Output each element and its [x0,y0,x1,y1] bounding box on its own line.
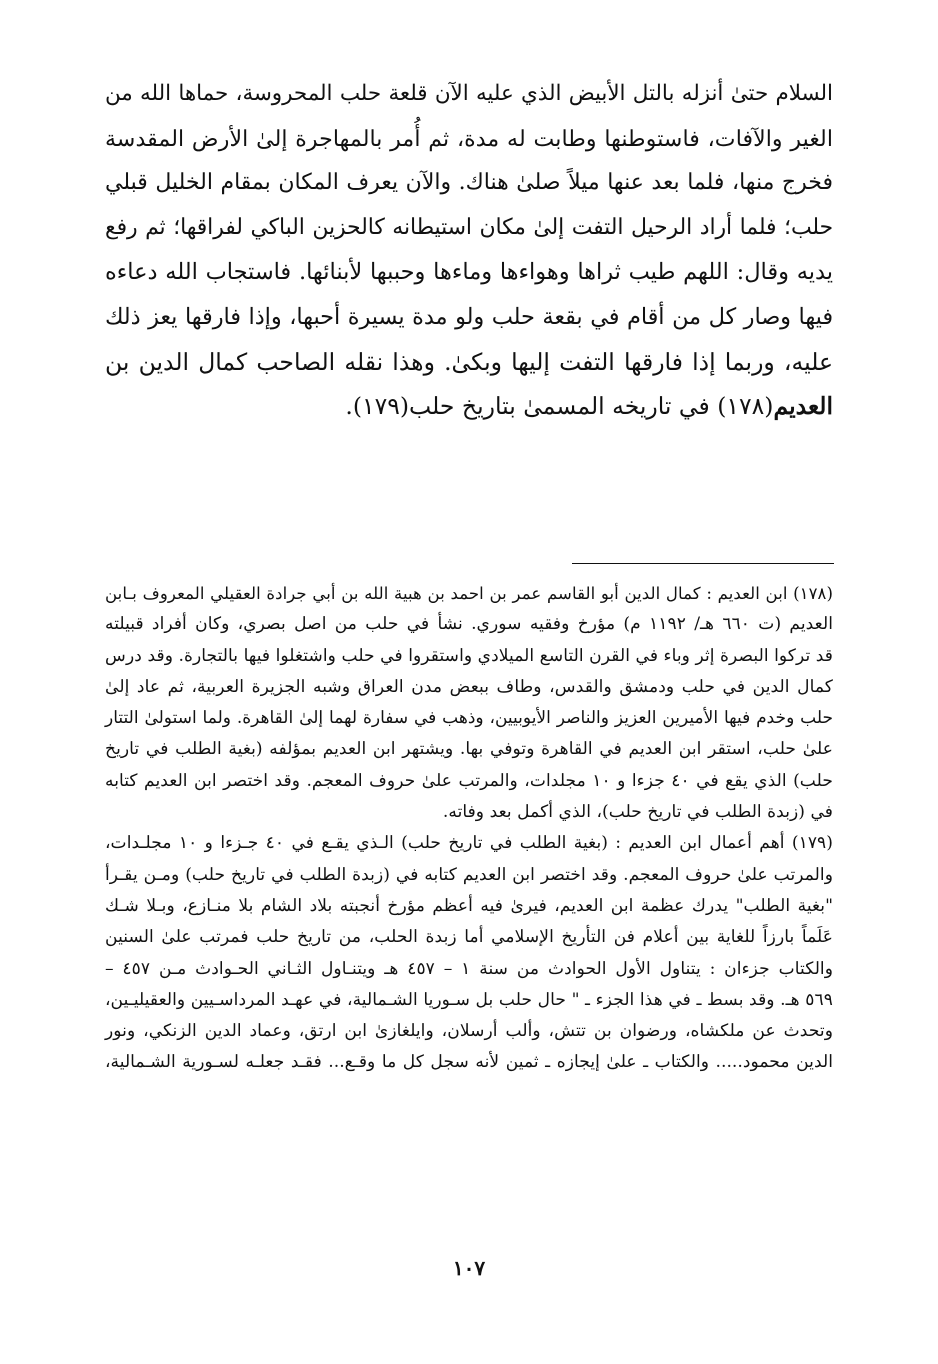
footnote-ref-179: (١٧٩) [352,392,410,421]
body-line-middle: في تاريخه المسمىٰ بتاريخ حلب [409,392,718,421]
footnote-line: حلب وخدم فيها الأميرين العزيز والناصر الأيوبيين، وذهب في سفارة لهما إلىٰ القاهرة. ولما استولىٰ التتار [105,708,833,729]
footnote-line: وتحدث عن ملكشاه، ورضوان بن تتش، وألب أرسلان، وايلغازىٰ ابن ارتق، وعماد الدين الزنكي، ونور [105,1021,833,1042]
footnotes-section [105,578,833,1079]
footnote-line: ٥٦٩ هـ. وقد بسط ـ في هذا الجزء ـ " حال حلب بل سـوريا الشـمالية، في عهـد المرداسـيين والعقيليـين، [105,989,833,1010]
body-line: يديه وقال: اللهم طيب ثراها وهواءها وماءها وحببها لأبنائها. فاستجاب الله دعاءه [105,259,833,286]
body-last-line [105,384,833,429]
author-name: العديم [773,392,833,421]
main-body-text [105,72,833,429]
footnote-line: عَلَماً بارزاً للغاية بين أعلام فن التأريخ الإسلامي أما زبدة الحلب، من تاريخ حلب فمرتب علىٰ السنين [105,927,833,948]
page-number: ١٠٧ [452,1256,486,1280]
footnote-line: علىٰ حلب، استقر ابن العديم في القاهرة وتوفي بها. ويشتهر ابن العديم بمؤلفه (بغية الطلب في تاريخ [105,739,833,760]
footnote-line: حلب) الذي يقع في ٤٠ جزءا و ١٠ مجلدات، والمرتب علىٰ حروف المعجم. وقد اختصر ابن العديم كتابه [105,770,833,791]
footnote-line: والمرتب علىٰ حروف المعجم. وقد اختصر ابن العديم كتابه في (زبدة الطلب في تاريخ حلب) ومـن يقـرأ [105,864,833,885]
footnote-ref-178: (١٧٨) [717,392,774,421]
footnote-line: (١٧٨) ابن العديم : كمال الدين أبو القاسم عمر بن احمد بن هبية الله بن أبي جرادة العقيلي المعروف بـابن [105,584,833,603]
body-line-end: . [345,392,353,421]
body-line: فخرج منها، فلما بعد عنها ميلاً صلىٰ هناك. والآن يعرف المكان بمقام الخليل قبلي [105,170,833,196]
footnote-line: "بغية الطلب" يدرك عظمة ابن العديم، فيرىٰ فيه أعظم مؤرخ أنجبته بلاد الشام بلا منـازع، وبـلا شـك [105,895,833,916]
footnote-line: في (زبدة الطلب في تاريخ حلب)، الذي أكمل بعد وفاته. [442,802,833,823]
footnote-separator [572,563,834,564]
footnote-line: قد تركوا البصرة إثر وباء في القرن التاسع الميلادي واستقروا في حلب واشتغلوا فيها بالتجارة. وقد درس [105,645,833,666]
body-line: فيها وصار كل من أقام في بقعة حلب ولو مدة يسيرة أحبها، وإذا فارقها يعز ذلك [105,303,833,330]
body-line: عليه، وربما إذا فارقها التفت إليها وبكىٰ. وهذا نقله الصاحب كمال الدين بن [105,347,833,376]
footnote-line: (١٧٩) أهم أعمال ابن العديم : (بغية الطلب في تاريخ حلب) الـذي يقـع في ٤٠ جـزءا و ١٠ مجلـدات، [105,833,834,854]
footnote-line: الدين محمود..... والكتاب ـ علىٰ إيجازه ـ ثمين لأنه سجل كل ما وقـع... فقـد جعلـه لسـورية الشـمالية، [105,1052,833,1073]
body-line: حلب؛ فلما أراد الرحيل التفت إلىٰ مكان استيطانه كالحزين الباكي لفراقها؛ ثم رفع [105,214,833,240]
body-line: السلام حتىٰ أنزله بالتل الأبيض الذي عليه الآن قلعة حلب المحروسة، حماها الله من [105,81,833,106]
footnote-line: العديم (ت ٦٦٠ هـ/ ١١٩٢ م) مؤرخ وفقيه سوري. نشأ في حلب من اصل بصري، وكان أفراد قبيلته [105,614,833,635]
body-line: الغير والآفات، فاستوطنها وطابت له مدة، ثم أُمر بالمهاجرة إلىٰ الأرض المقدسة [105,125,833,152]
footnote-line: والكتاب جزءان : يتناول الأول الحوادث من سنة ١ – ٤٥٧ هـ ويتنـاول الثـاني الحـوادث مـن ٤٥٧ – [105,958,834,979]
footnote-line: كمال الدين في حلب ودمشق والقدس، وطاف ببعض مدن العراق وشبه الجزيرة العربية، ثم عاد إلىٰ [105,676,833,697]
